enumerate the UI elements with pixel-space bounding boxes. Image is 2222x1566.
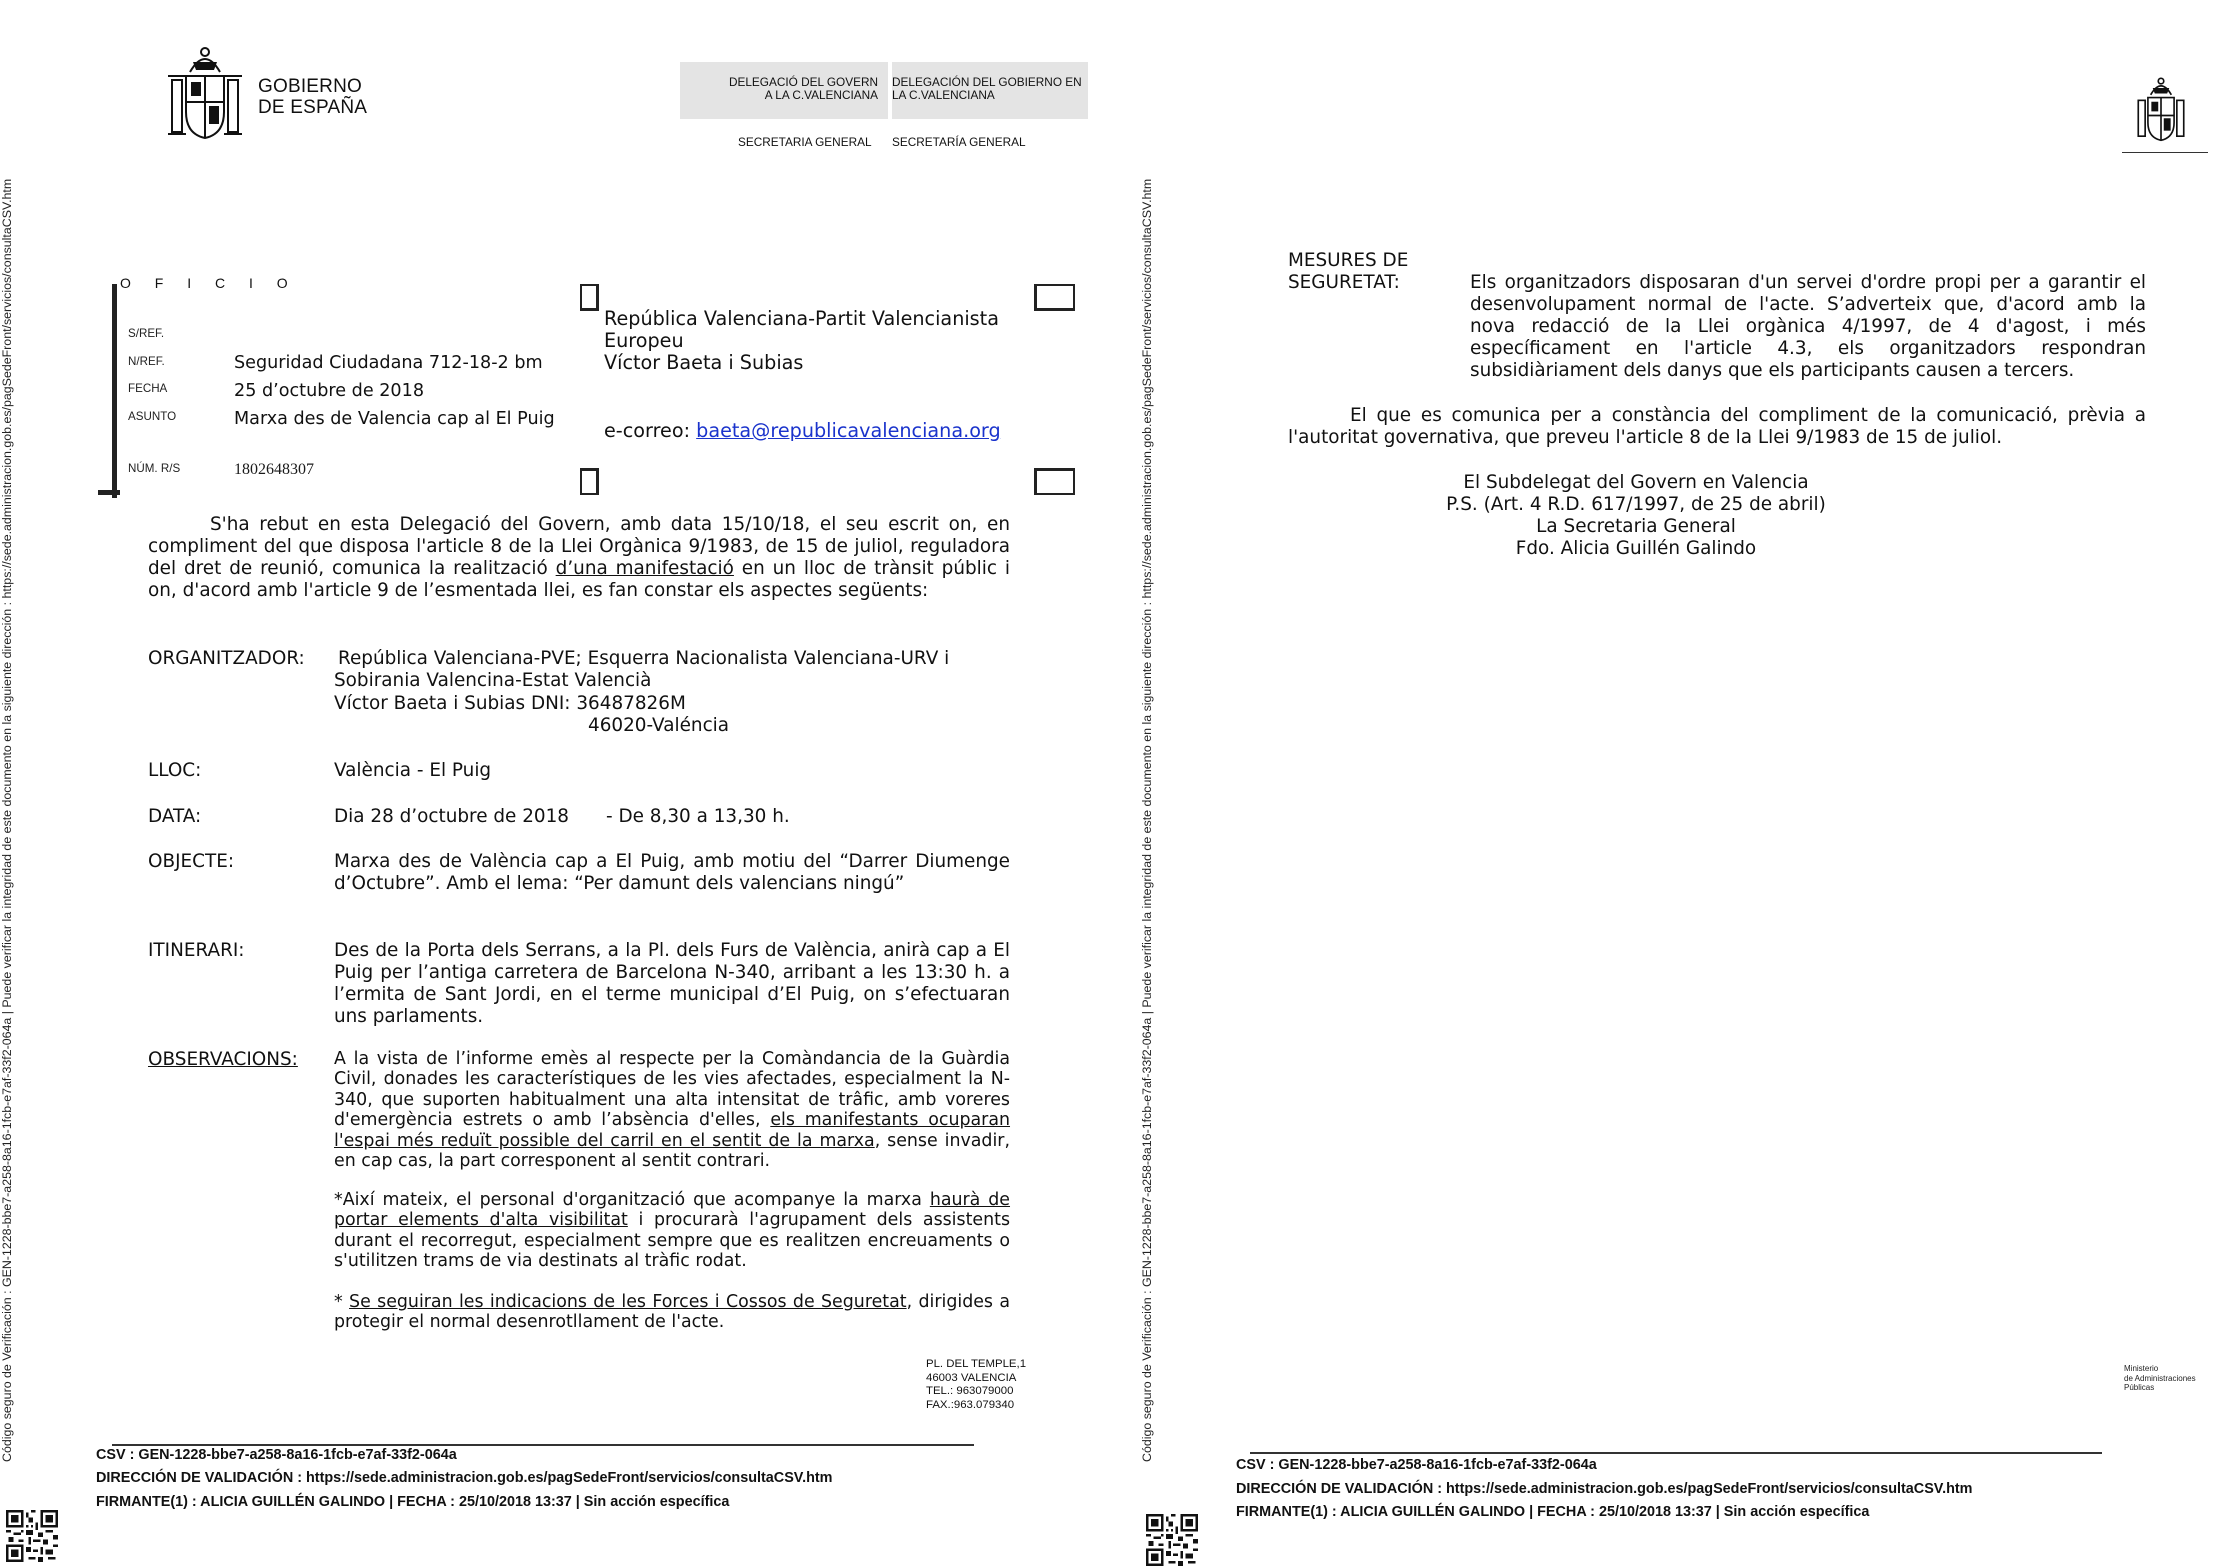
office-address: PL. DEL TEMPLE,1 46003 VALENCIA TEL.: 963079000 FAX.:963.079340 <box>926 1358 1027 1411</box>
mesures-text: Els organitzadors disposaran d'un servei d'ordre propi per a garantir el desenvolupament normal de l'acte. S’adverteix que, d'acord amb la nova redacció de la Llei orgànica 4/1997, de 4 d'agost, i més específicament en l'article 4.3, els organitzadors respondran subsidiàriament dels danys que els participants causen a tercers. <box>1470 272 2146 381</box>
closing-paragraph: El que es comunica per a constància del compliment de la comunicació, prèvia a l'autoritat governativa, que preveu l'article 8 de la Llei 9/1983 de 15 de juliol. <box>1288 405 2146 448</box>
footer-divider <box>1250 1452 2102 1454</box>
csv-side-strip <box>0 2 24 1462</box>
mesures-label: MESURES DE SEGURETAT: <box>1288 250 1409 293</box>
footer-firmante: FIRMANTE(1) : ALICIA GUILLÉN GALINDO | FECHA : 25/10/2018 13:37 | Sin acción específica <box>1236 1504 1870 1520</box>
numrs-value: 1802648307 <box>234 461 314 478</box>
asunto-label: ASUNTO <box>128 410 177 423</box>
recipient-email-row <box>604 420 1001 442</box>
sref-label: S/REF. <box>128 327 165 340</box>
delegation-box-valencian: DELEGACIÓ DEL GOVERN A LA C.VALENCIANA <box>680 62 888 119</box>
nref-value: Seguridad Ciudadana 712-18-2 bm <box>234 353 543 373</box>
secretaria-general-spanish: SECRETARÍA GENERAL <box>892 135 1026 149</box>
logo-underline <box>2122 152 2208 153</box>
recipient-line-3: Víctor Baeta i Subias <box>604 351 804 374</box>
data-label: DATA: <box>148 806 202 827</box>
recipient-bracket-tl <box>580 284 599 311</box>
csv-side-text: Código seguro de Verificación : GEN-1228-bbe7-a258-8a16-1fcb-e7af-33f2-064a | Puede verificar la integridad de este documento en la siguiente dirección : https://sede.administracion.gob.es/pagSedeFront/servicios/consultaCSV.htm <box>0 178 14 1462</box>
intro-paragraph: S'ha rebut en esta Delegació del Govern, amb data 15/10/18, el seu escrit on, en compliment del que disposa l'article 8 de la Llei Orgànica 9/1983, de 15 de juliol, reguladora del dret de reunió, comunica la realització d’una manifestació en un lloc de trànsit públic i on, d'acord amb l'article 9 de l’esmentada llei, es fan constar els aspectes següents: <box>148 514 1010 601</box>
fecha-value: 25 d’octubre de 2018 <box>234 381 425 401</box>
coat-of-arms-icon <box>160 42 250 146</box>
organitzador-line-1: República Valenciana-PVE; Esquerra Nacionalista Valenciana-URV i <box>338 648 950 669</box>
footer-direccion: DIRECCIÓN DE VALIDACIÓN : https://sede.administracion.gob.es/pagSedeFront/servicios/consultaCSV.htm <box>1236 1481 1973 1497</box>
footer-csv: CSV : GEN-1228-bbe7-a258-8a16-1fcb-e7af-33f2-064a <box>96 1447 457 1463</box>
email-label: e-correo: <box>604 419 691 442</box>
footer-firmante: FIRMANTE(1) : ALICIA GUILLÉN GALINDO | FECHA : 25/10/2018 13:37 | Sin acción específica <box>96 1494 730 1510</box>
recipient-bracket-br <box>1034 468 1075 495</box>
delegation-box-spanish: DELEGACIÓN DEL GOBIERNO EN LA C.VALENCIANA <box>892 62 1088 119</box>
csv-side-text: Código seguro de Verificación : GEN-1228-bbe7-a258-8a16-1fcb-e7af-33f2-064a | Puede verificar la integridad de este documento en la siguiente dirección : https://sede.administracion.gob.es/pagSedeFront/servicios/consultaCSV.htm <box>1140 178 1154 1462</box>
lloc-label: LLOC: <box>148 760 202 781</box>
numrs-label: NÚM. R/S <box>128 462 181 475</box>
itinerari-value: Des de la Porta dels Serrans, a la Pl. dels Furs de València, anirà cap a El Puig per l’antiga carretera de Barcelona N-340, arribant a les 13:30 h. a l’ermita de Sant Jordi, en el terme municipal d’El Puig, on s’efectuaran uns parlaments. <box>334 940 1010 1027</box>
data-hours: - De 8,30 a 13,30 h. <box>606 806 790 827</box>
organitzador-line-2: Sobirania Valencina-Estat Valencià <box>334 670 652 691</box>
observacions-paragraph-2: *Així mateix, el personal d'organització que acompanye la marxa haurà de portar elements d'alta visibilitat i procurarà l'agrupament dels assistents durant el recorregut, especialment sempre que es realitzen encreuaments o s'utilitzen trams de via destinats al tràfic rodat. <box>334 1190 1011 1272</box>
data-value: Dia 28 d’octubre de 2018 <box>334 806 570 827</box>
qr-code-icon <box>1146 1514 1198 1566</box>
oficio-frame-left <box>112 284 117 498</box>
email-link[interactable]: baeta@republicavalenciana.org <box>696 419 1001 442</box>
fecha-label: FECHA <box>128 382 168 395</box>
oficio-frame-bottom <box>98 490 120 495</box>
ministry-label: Ministerio de Administraciones Públicas <box>2124 1364 2196 1392</box>
recipient-line-2: Europeu <box>604 329 684 352</box>
oficio-title: O F I C I O <box>120 275 298 291</box>
footer-direccion: DIRECCIÓN DE VALIDACIÓN : https://sede.administracion.gob.es/pagSedeFront/servicios/consultaCSV.htm <box>96 1470 833 1486</box>
footer-csv: CSV : GEN-1228-bbe7-a258-8a16-1fcb-e7af-33f2-064a <box>1236 1457 1597 1473</box>
recipient-line-1: República Valenciana-Partit Valencianista <box>604 307 999 330</box>
recipient-bracket-bl <box>580 468 599 495</box>
coat-of-arms-icon <box>2130 74 2192 146</box>
csv-side-strip <box>1140 2 1164 1462</box>
observacions-paragraph-3: * Se seguiran les indicacions de les Forces i Cossos de Seguretat, dirigides a protegir el normal desenrotllament de l'acte. <box>334 1292 1010 1333</box>
qr-code-icon <box>6 1510 58 1562</box>
organitzador-label: ORGANITZADOR: <box>148 648 305 669</box>
nref-label: N/REF. <box>128 355 165 368</box>
objecte-label: OBJECTE: <box>148 851 235 872</box>
signature-block: El Subdelegat del Govern en Valencia P.S. (Art. 4 R.D. 617/1997, de 25 de abril) La Secretaria General Fdo. Alicia Guillén Galindo <box>1446 472 1826 559</box>
itinerari-label: ITINERARI: <box>148 940 245 961</box>
secretaria-general-valencian: SECRETARIA GENERAL <box>738 135 872 149</box>
document-page-2 <box>1140 0 2222 1565</box>
observacions-paragraph-1: A la vista de l’informe emès al respecte per la Comàndancia de la Guàrdia Civil, donades les característiques de les vies afectades, especialment la N-340, que suporten habitualment una alta intensitat de trâfic, amb voreres d'emergència estrets o amb l’absència d'elles, els manifestants ocuparan l'espai més reduït possible del carril en el sentit de la marxa, sense invadir, en cap cas, la part corresponent al sentit contrari. <box>334 1049 1011 1172</box>
organitzador-line-3: Víctor Baeta i Subias DNI: 36487826M <box>334 693 686 714</box>
gobierno-espana-logo-text: GOBIERNO DE ESPAÑA <box>258 76 368 118</box>
lloc-value: València - El Puig <box>334 760 492 781</box>
asunto-value: Marxa des de Valencia cap al El Puig <box>234 409 555 429</box>
observacions-label: OBSERVACIONS: <box>148 1049 298 1070</box>
objecte-value: Marxa des de València cap a El Puig, amb motiu del “Darrer Diumenge d’Octubre”. Amb el lema: “Per damunt dels valencians ningú” <box>334 851 1010 894</box>
recipient-bracket-tr <box>1034 284 1075 311</box>
footer-divider <box>112 1444 974 1446</box>
organitzador-line-4: 46020-Valéncia <box>588 715 730 736</box>
